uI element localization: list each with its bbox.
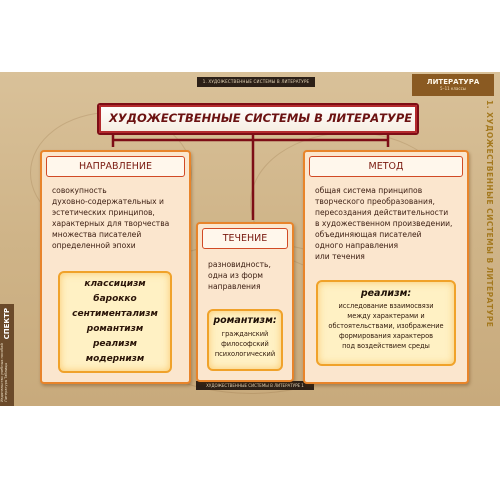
example-item: романтизм — [86, 324, 144, 334]
example-line: гражданский — [221, 330, 269, 338]
subject-grades: 5–11 классы — [440, 86, 466, 91]
definition-line: духовно-содержательных и — [52, 197, 164, 206]
definition-line: совокупность — [52, 186, 107, 195]
definition-line: или течения — [315, 252, 365, 261]
definition-line: эстетических принципов, — [52, 208, 155, 217]
definition-line: объединяющая писателей — [315, 230, 422, 239]
direction-card — [40, 150, 191, 384]
example-line: обстоятельствами, изображение — [328, 322, 444, 330]
direction-definition — [52, 185, 186, 251]
method-examples — [316, 280, 456, 366]
method-card — [303, 150, 469, 384]
publisher-line: Таблицы — [4, 363, 8, 380]
method-definition — [315, 185, 465, 262]
example-text — [318, 301, 454, 351]
example-text — [209, 329, 281, 359]
example-title: романтизм: — [213, 315, 277, 326]
publisher-line: Издательство — [0, 376, 4, 403]
publisher-logo: СПЕКТР — [3, 308, 11, 340]
publisher-line: учебных пособий — [0, 343, 4, 376]
definition-line: одна из форм — [208, 271, 264, 280]
main-title: ХУДОЖЕСТВЕННЫЕ СИСТЕМЫ В ЛИТЕРАТУРЕ — [109, 111, 413, 125]
example-item: сентиментализм — [72, 309, 158, 319]
definition-line: характерных для творчества — [52, 219, 170, 228]
current-card — [196, 222, 294, 382]
publisher-line: Литература — [4, 380, 8, 403]
definition-line: разновидность, — [208, 260, 271, 269]
current-examples — [207, 309, 283, 371]
top-caption: 1. ХУДОЖЕСТВЕННЫЕ СИСТЕМЫ В ЛИТЕРАТУРЕ — [197, 77, 315, 87]
definition-line: творческого преобразования, — [315, 197, 435, 206]
side-title: 1. ХУДОЖЕСТВЕННЫЕ СИСТЕМЫ В ЛИТЕРАТУРЕ — [485, 100, 494, 328]
direction-examples — [58, 271, 172, 373]
main-title-box — [97, 103, 419, 135]
example-line: исследование взаимосвязи — [338, 302, 434, 310]
example-item: барокко — [93, 294, 137, 304]
definition-line: направления — [208, 282, 261, 291]
example-item: модернизм — [85, 354, 145, 364]
current-title: ТЕЧЕНИЕ — [202, 228, 288, 249]
example-item: реализм — [92, 339, 138, 349]
bottom-caption: ХУДОЖЕСТВЕННЫЕ СИСТЕМЫ В ЛИТЕРАТУРЕ 1 — [196, 381, 314, 390]
direction-title: НАПРАВЛЕНИЕ — [46, 156, 185, 177]
example-line: формирования характеров — [338, 332, 434, 340]
example-item: классицизм — [84, 279, 146, 289]
subject-name: ЛИТЕРАТУРА — [426, 78, 480, 86]
example-title: реализм: — [360, 288, 412, 299]
definition-line: определенной эпохи — [52, 241, 136, 250]
example-line: между характерами и — [347, 312, 425, 320]
definition-line: множества писателей — [52, 230, 142, 239]
example-line: под воздействием среды — [342, 342, 430, 350]
poster — [0, 72, 500, 406]
definition-line: пересоздания действительности — [315, 208, 449, 217]
example-line: философский — [221, 340, 269, 348]
current-definition — [208, 259, 290, 292]
method-title: МЕТОД — [309, 156, 463, 177]
definition-line: в художественном произведении, — [315, 219, 453, 228]
definition-line: общая система принципов — [315, 186, 423, 195]
example-line: психологический — [214, 350, 276, 358]
definition-line: одного направления — [315, 241, 399, 250]
